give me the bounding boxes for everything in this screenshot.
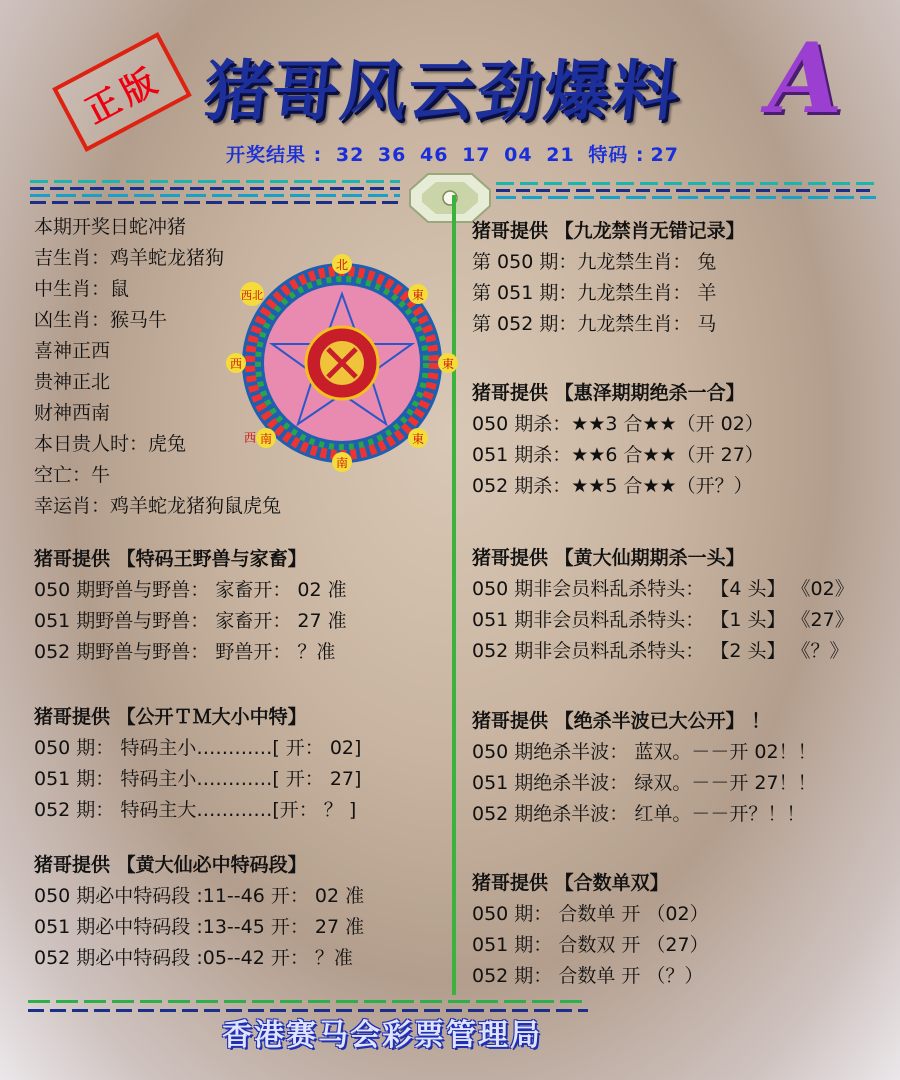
block-row: 051 期绝杀半波： 绿双。－－开 27！！ [472,772,817,794]
block-row: 050 期绝杀半波： 蓝双。－－开 02！！ [472,741,817,763]
draw-results [226,140,685,167]
draw-number: 17 [462,144,491,166]
block-header: 猪哥提供 【黄大仙必中特码段】 [34,854,307,876]
special-label: 特码 : [588,144,645,166]
authentic-stamp: 正版 [52,32,192,152]
block-row: 052 期绝杀半波： 红单。－－开？！！ [472,803,806,825]
info-line: 喜神正西 [34,340,111,362]
block-row: 051 期非会员料乱杀特头： 【1 头】 《27》 [472,609,854,631]
block-row: 052 期野兽与野兽： 野兽开： ？准 [34,641,336,663]
wheel-label: 西北 [241,289,263,302]
info-line: 凶生肖：猴马牛 [34,309,168,331]
special-number: 27 [650,144,679,166]
right-block-3 [472,543,854,667]
info-line: 幸运肖：鸡羊蛇龙猪狗鼠虎兔 [34,495,282,517]
block-row: 第 052 期：九龙禁生肖： 马 [472,313,717,335]
info-line: 空亡：牛 [34,464,111,486]
right-block-2 [472,378,764,502]
block-header: 猪哥提供 【黄大仙期期杀一头】 [472,547,745,569]
block-row: 050 期必中特码段 :11--46 开： 02 准 [34,885,365,907]
wheel-label: 南 [259,432,273,446]
draw-number: 46 [420,144,449,166]
top-divider [30,180,400,204]
info-line: 本期开奖日蛇冲猪 [34,216,187,238]
left-block-1 [34,544,347,668]
edition-badge: A [768,22,843,135]
block-row: 052 期非会员料乱杀特头： 【2 头】 《？》 [472,640,849,662]
info-line: 财神西南 [34,402,111,424]
block-row: 051 期： 合数双 开 （27） [472,934,709,956]
block-header: 猪哥提供 【公开ＴＭ大小中特】 [34,706,307,728]
block-row: 第 051 期：九龙禁生肖： 羊 [472,282,717,304]
wheel-label: 南 [335,456,349,470]
left-block-3 [34,850,364,974]
draw-number: 04 [504,144,533,166]
info-line: 中生肖：鼠 [34,278,130,300]
right-block-4 [472,706,817,830]
fortune-wheel [222,252,462,474]
wheel-label: 東 [411,288,425,302]
wheel-label: 西 [229,357,243,371]
draw-number: 32 [335,144,365,166]
block-row: 050 期： 特码主小…………[ 开： 02] [34,737,362,759]
block-row: 050 期野兽与野兽： 家畜开： 02 准 [34,579,347,601]
block-row: 052 期： 合数单 开 （？） [472,965,704,987]
draw-label: 开奖结果 : [226,144,323,166]
wheel-label: 西 [243,431,257,445]
top-divider-right [496,182,876,199]
block-row: 第 050 期：九龙禁生肖： 兔 [472,251,717,273]
draw-number: 21 [546,144,575,166]
block-row: 050 期： 合数单 开 （02） [472,903,709,925]
block-row: 052 期： 特码主大…………[开： ？ ] [34,799,357,821]
right-block-1 [472,216,745,340]
info-line: 本日贵人时：虎兔 [34,433,187,455]
block-row: 052 期必中特码段 :05--42 开： ？准 [34,947,353,969]
block-header: 猪哥提供 【惠泽期期绝杀一合】 [472,382,745,404]
wheel-label: 北 [335,258,349,272]
info-line: 贵神正北 [34,371,111,393]
block-header: 猪哥提供 【合数单双】 [472,872,669,894]
wheel-label: 東 [441,357,455,371]
block-row: 051 期必中特码段 :13--45 开： 27 准 [34,916,365,938]
block-header: 猪哥提供 【特码王野兽与家畜】 [34,548,307,570]
info-line: 吉生肖：鸡羊蛇龙猪狗 [34,247,225,269]
block-row: 052 期杀：★★5 合★★（开？） [472,475,753,497]
left-block-2 [34,702,361,826]
wheel-label: 東 [411,432,425,446]
block-header: 猪哥提供 【九龙禁肖无错记录】 [472,220,745,242]
block-row: 051 期杀：★★6 合★★（开 27） [472,444,764,466]
draw-number: 36 [377,144,407,166]
block-row: 051 期野兽与野兽： 家畜开： 27 准 [34,610,347,632]
page-title: 猪哥风云劲爆料 [200,53,685,130]
block-row: 050 期非会员料乱杀特头： 【4 头】 《02》 [472,578,854,600]
right-block-5 [472,868,709,992]
block-header: 猪哥提供 【绝杀半波已大公开】 ！ [472,710,771,732]
block-row: 051 期： 特码主小…………[ 开： 27] [34,768,362,790]
block-row: 050 期杀：★★3 合★★（开 02） [472,413,764,435]
footer-title: 香港赛马会彩票管理局 [222,1018,542,1053]
